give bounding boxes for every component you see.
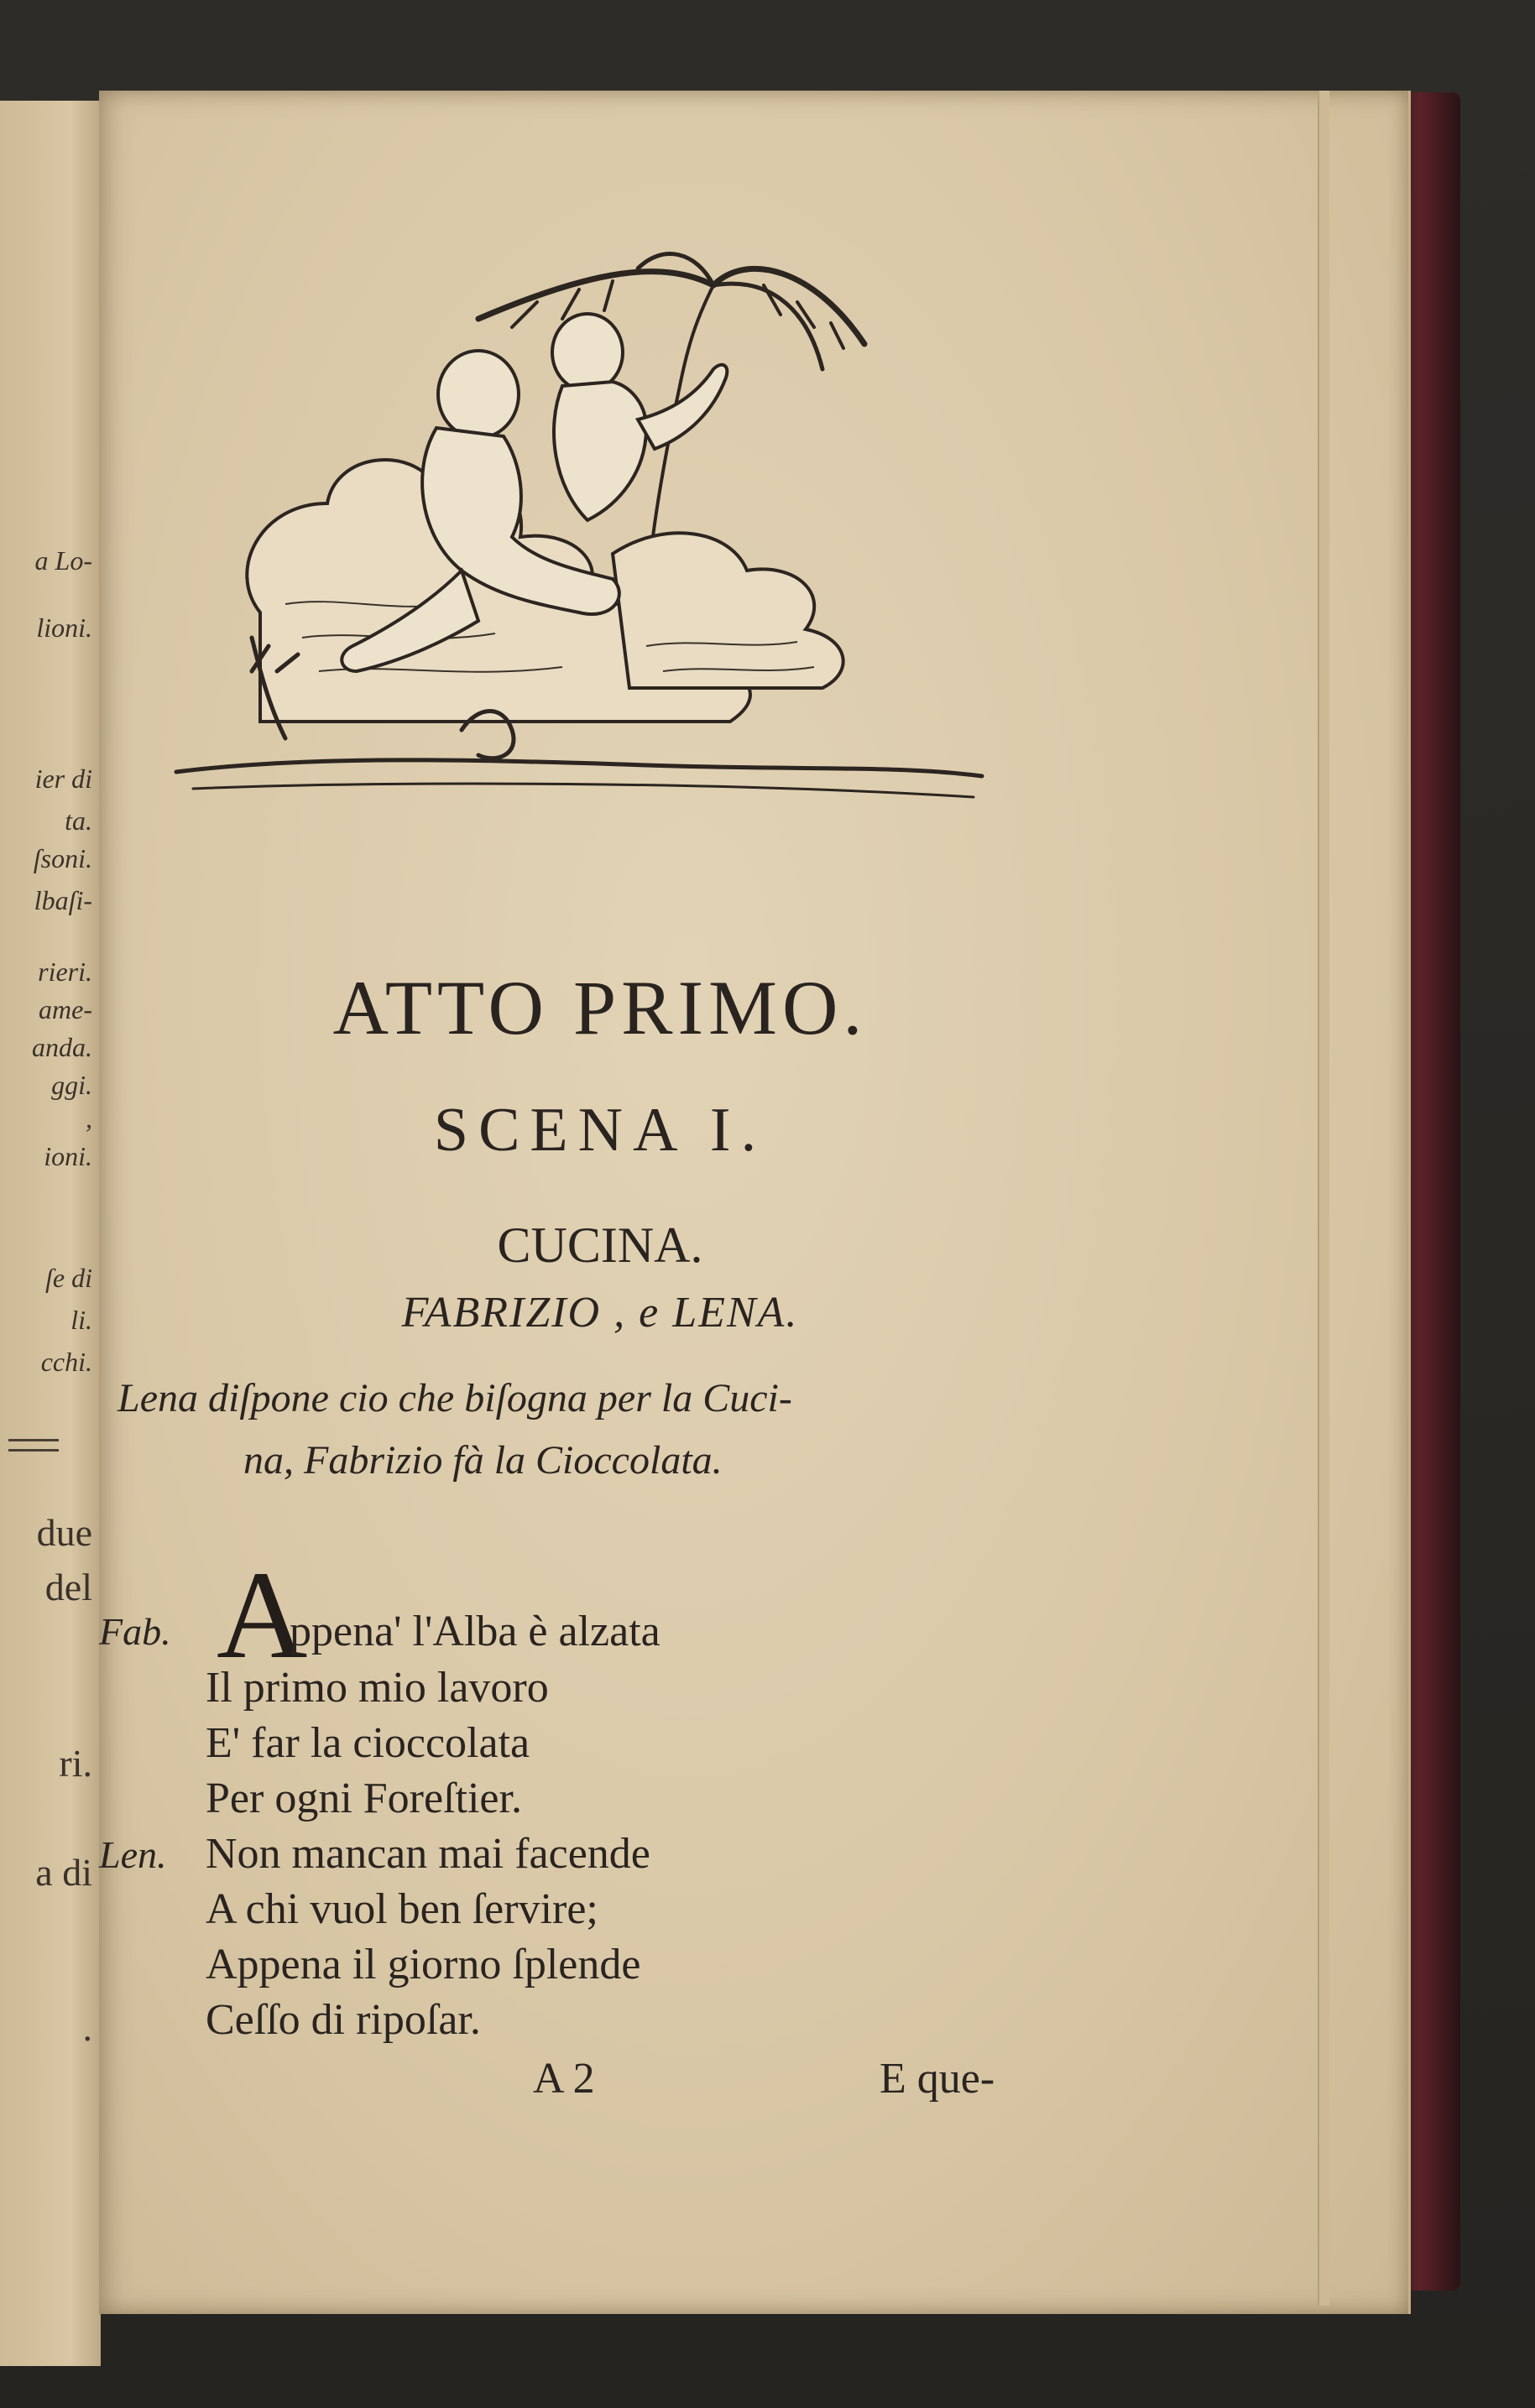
left-fragment: rieri. [38, 956, 92, 987]
left-fragment: a di [35, 1851, 92, 1894]
verse-line: E' far la cioccolata [206, 1719, 530, 1767]
verse-line: A chi vuol ben ſervire; [206, 1885, 598, 1933]
left-fragment: li. [70, 1305, 92, 1335]
left-fragment: ri. [59, 1742, 92, 1785]
scene-characters: FABRIZIO , e LENA. [401, 1289, 799, 1337]
left-fragment: ioni. [44, 1141, 92, 1171]
verse-line: Appena il giorno ſplende [206, 1941, 641, 1988]
verse-line: Per ogni Foreſtier. [206, 1775, 522, 1822]
left-fragment: ſe di [45, 1263, 92, 1293]
left-rule [8, 1449, 59, 1452]
left-fragment: lioni. [36, 612, 92, 643]
verse-line: Il primo mio lavoro [206, 1664, 549, 1712]
left-fragment: del [44, 1566, 92, 1608]
verse-line: Non mancan mai facende [206, 1830, 650, 1878]
catchword: E que- [880, 2055, 995, 2103]
stage-direction-line: Lena diſpone cio che biſogna per la Cuci- [117, 1376, 792, 1420]
cherubs-palm-woodcut-icon [143, 252, 1007, 856]
left-fragment: , [86, 1103, 92, 1134]
drop-cap: A [217, 1545, 308, 1685]
scene-title: SCENA I. [433, 1096, 767, 1165]
left-fragment: ta. [65, 805, 92, 836]
left-fragment: ſsoni. [33, 843, 92, 873]
speaker-label: Fab. [99, 1610, 171, 1653]
verse-line: ppena' l'Alba è alzata [290, 1608, 660, 1655]
stage-direction [117, 1368, 1057, 1492]
signature-mark: A 2 [533, 2055, 595, 2103]
left-fragment: . [82, 2006, 92, 2049]
page-edge [1318, 91, 1329, 2306]
left-fragment: cchi. [40, 1347, 92, 1377]
left-fragment: ier di [34, 764, 92, 794]
left-fragment: lbaſi- [34, 885, 92, 915]
left-fragment: ame- [39, 994, 92, 1024]
left-rule [8, 1439, 59, 1441]
speaker-label: Len. [99, 1833, 167, 1876]
verse-line: Ceſſo di ripoſar. [206, 1996, 481, 2044]
left-fragment: due [36, 1511, 92, 1554]
scene-setting: CUCINA. [497, 1217, 703, 1273]
stage-direction-line: na, Fabrizio fà la Cioccolata. [243, 1438, 723, 1483]
left-fragment: anda. [32, 1032, 92, 1062]
left-fragment: a Lo- [34, 545, 92, 576]
act-title: ATTO PRIMO. [332, 965, 868, 1050]
left-fragment: ggi. [51, 1070, 92, 1100]
